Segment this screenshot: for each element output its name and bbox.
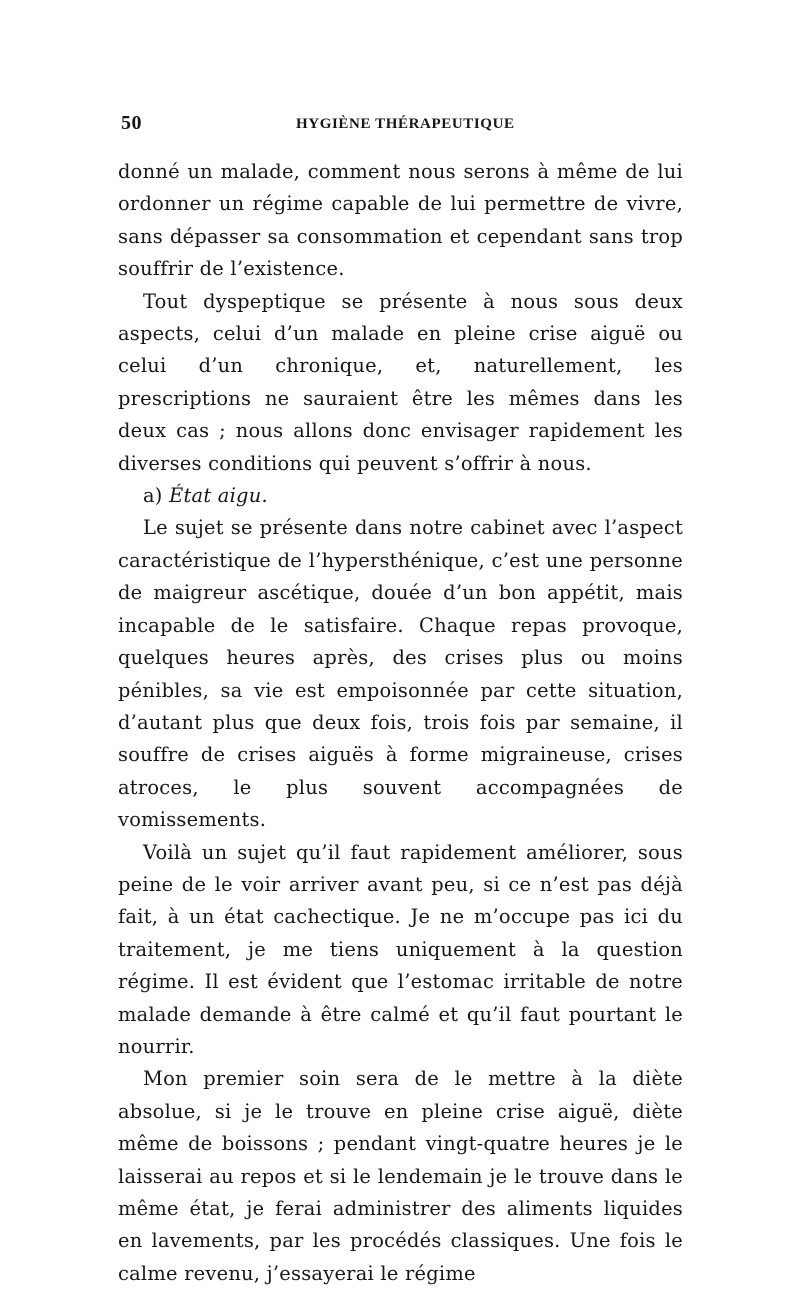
book-page [118, 112, 683, 1290]
running-title: HYGIÈNE THÉRAPEUTIQUE [296, 116, 515, 132]
paragraph: Voilà un sujet qu’il faut rapidement améliorer, sous peine de le voir arriver avant peu, si ce n’est pas déjà fait, à un état cachectique. Je ne m’occupe pas ici du traitement, je me tiens uniquement à la question régime. Il est évident que l’estomac irritable de notre malade demande à être calmé et qu’il faut pourtant le nourrir. [118, 840, 683, 1058]
section-subheading [118, 480, 683, 512]
page-header [118, 112, 683, 138]
paragraph: Mon premier soin sera de le mettre à la diète absolue, si je le trouve en pleine crise aiguë, diète même de boissons ; pendant vingt-quatre heures je le laisserai au repos et si le lendemain je le trouve dans le même état, je ferai administrer des aliments liquides en lavements, par les procédés classiques. Une fois le calme revenu, j’essayerai le régime [118, 1067, 683, 1285]
paragraph: Le sujet se présente dans notre cabinet avec l’aspect caractéristique de l’hypersthénique, c’est une personne de maigreur ascétique, douée d’un bon appétit, mais incapable de le satisfaire. Chaque repas provoque, quelques heures après, des crises plus ou moins pénibles, sa vie est empoisonnée par cette situation, d’autant plus que deux fois, trois fois par semaine, il souffre de crises aiguës à forme migraineuse, crises atroces, le plus souvent accompagnées de vomissements. [118, 516, 683, 832]
body-text [118, 156, 683, 1290]
paragraph: donné un malade, comment nous serons à même de lui ordonner un régime capable de lui permettre de vivre, sans dépasser sa consommation et cependant sans trop souffrir de l’existence. [118, 160, 683, 281]
page-number: 50 [121, 112, 142, 134]
paragraph: Tout dyspeptique se présente à nous sous deux aspects, celui d’un malade en pleine crise aiguë ou celui d’un chronique, et, naturellement, les prescriptions ne sauraient être les mêmes dans les deux cas ; nous allons donc envisager rapidement les diverses conditions qui peuvent s’offrir à nous. [118, 289, 683, 475]
subheading-title: État aigu. [169, 484, 268, 508]
subheading-marker: a) [143, 484, 163, 508]
